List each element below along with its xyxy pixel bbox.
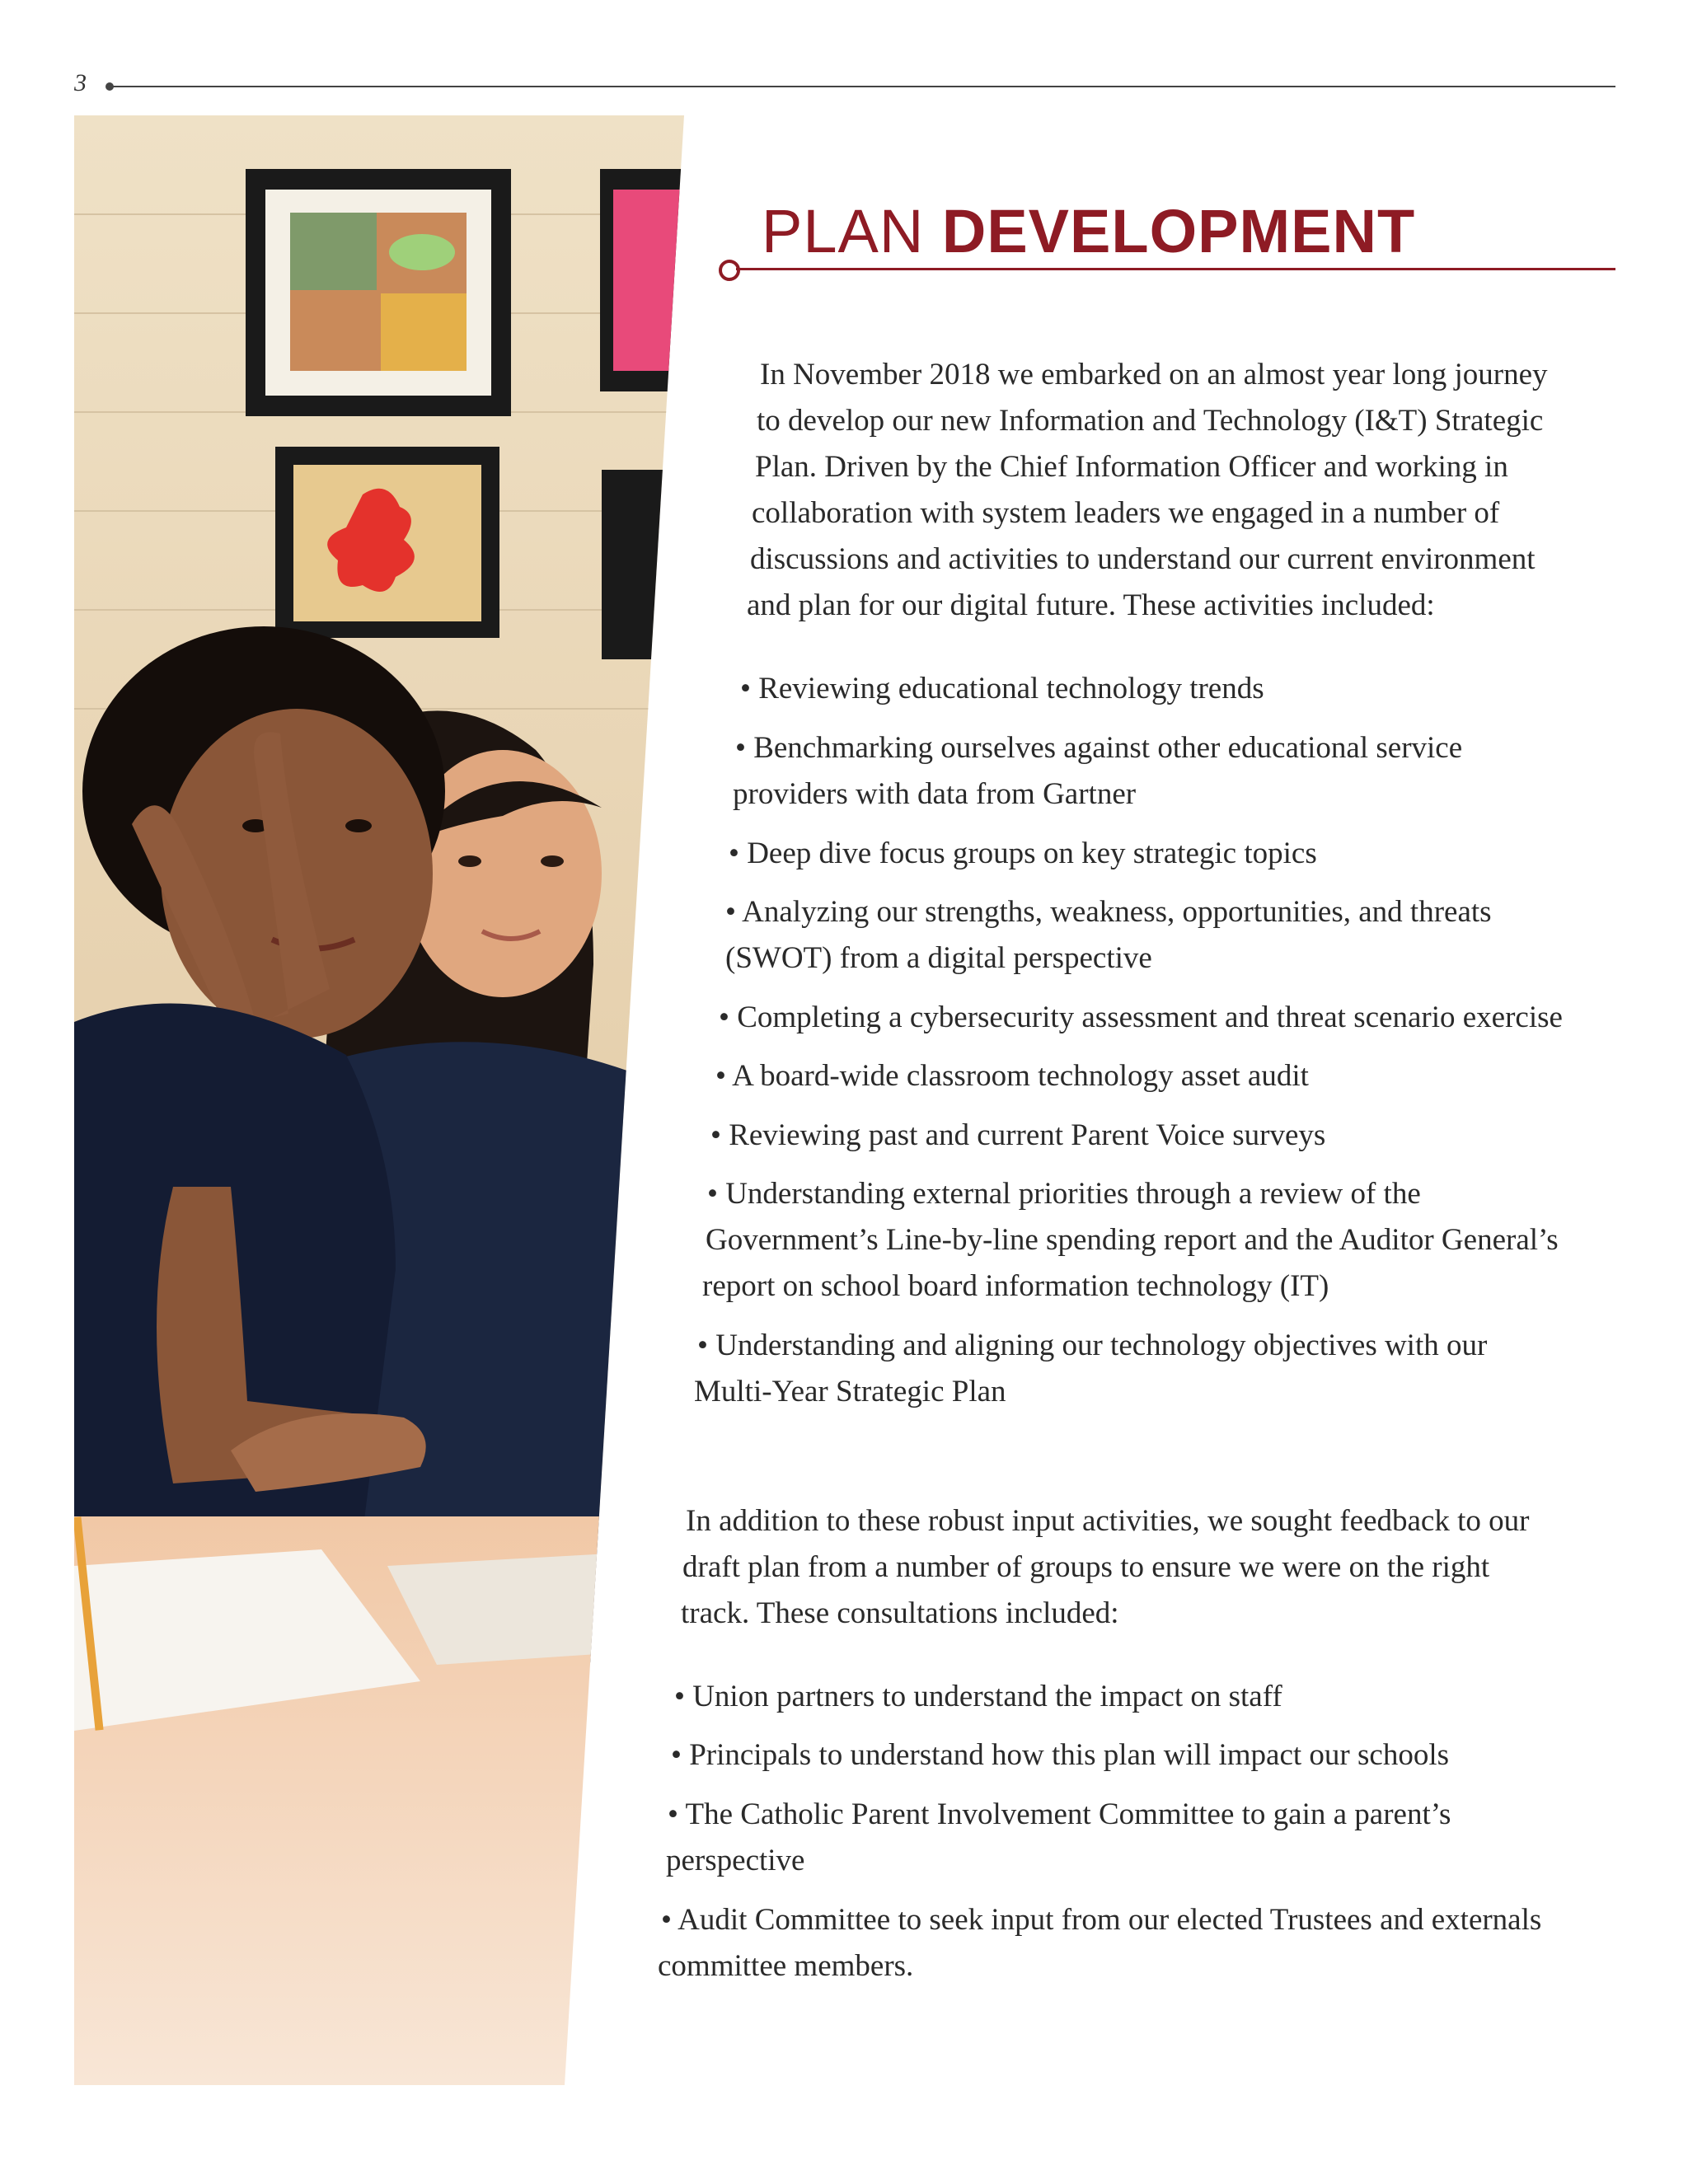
- intro-line: to develop our new Information and Technology (I&T) Strategic: [757, 404, 1544, 438]
- page-number: 3: [74, 69, 87, 96]
- feedback-line: In addition to these robust input activities, we sought feedback to our: [686, 1504, 1530, 1538]
- activity-item: • Understanding external priorities through a review of the: [707, 1177, 1421, 1211]
- header-rule: [110, 86, 1615, 87]
- activity-item: • Analyzing our strengths, weakness, opportunities, and threats: [725, 895, 1492, 929]
- activity-item: • Completing a cybersecurity assessment and threat scenario exercise: [719, 1001, 1563, 1034]
- activity-item-continued: (SWOT) from a digital perspective: [725, 941, 1152, 975]
- feedback-line: draft plan from a number of groups to ensure we were on the right: [682, 1550, 1490, 1584]
- consultation-item: • Audit Committee to seek input from our elected Trustees and externals: [661, 1903, 1542, 1937]
- activity-item: • Reviewing past and current Parent Voice surveys: [710, 1118, 1326, 1152]
- activity-item-continued: Government’s Line-by-line spending report and the Auditor General’s: [706, 1223, 1559, 1257]
- intro-line: Plan. Driven by the Chief Information Officer and working in: [755, 450, 1508, 484]
- intro-line: collaboration with system leaders we engaged in a number of: [752, 496, 1500, 530]
- consultation-item-continued: committee members.: [658, 1949, 914, 1983]
- activity-item: • Benchmarking ourselves against other educational service: [735, 731, 1463, 765]
- consultation-item: • Union partners to understand the impact on staff: [674, 1680, 1282, 1713]
- feedback-line: track. These consultations included:: [681, 1596, 1119, 1630]
- activity-item-continued: report on school board information technology (IT): [702, 1269, 1329, 1303]
- title-rule: [736, 268, 1615, 270]
- intro-line: In November 2018 we embarked on an almost year long journey: [760, 358, 1548, 391]
- consultation-item: • The Catholic Parent Involvement Committee to gain a parent’s: [668, 1797, 1451, 1831]
- activity-item: • Understanding and aligning our technology objectives with our: [697, 1329, 1488, 1362]
- activity-item: • Deep dive focus groups on key strategic topics: [729, 837, 1317, 870]
- title-bold: DEVELOPMENT: [941, 197, 1416, 265]
- activity-item-continued: providers with data from Gartner: [733, 777, 1137, 811]
- activity-item-continued: Multi-Year Strategic Plan: [694, 1375, 1006, 1408]
- classroom-photo: [74, 115, 684, 2085]
- activity-item: • Reviewing educational technology trends: [740, 672, 1264, 705]
- intro-line: and plan for our digital future. These activities included:: [747, 588, 1435, 622]
- intro-line: discussions and activities to understand our current environment: [750, 542, 1536, 576]
- page-title: [762, 196, 1415, 266]
- consultation-item: • Principals to understand how this plan will impact our schools: [671, 1738, 1450, 1772]
- consultation-item-continued: perspective: [666, 1844, 805, 1877]
- title-light: PLAN: [762, 197, 925, 265]
- title-rule-circle: [719, 260, 740, 281]
- activity-item: • A board-wide classroom technology asset audit: [715, 1059, 1309, 1093]
